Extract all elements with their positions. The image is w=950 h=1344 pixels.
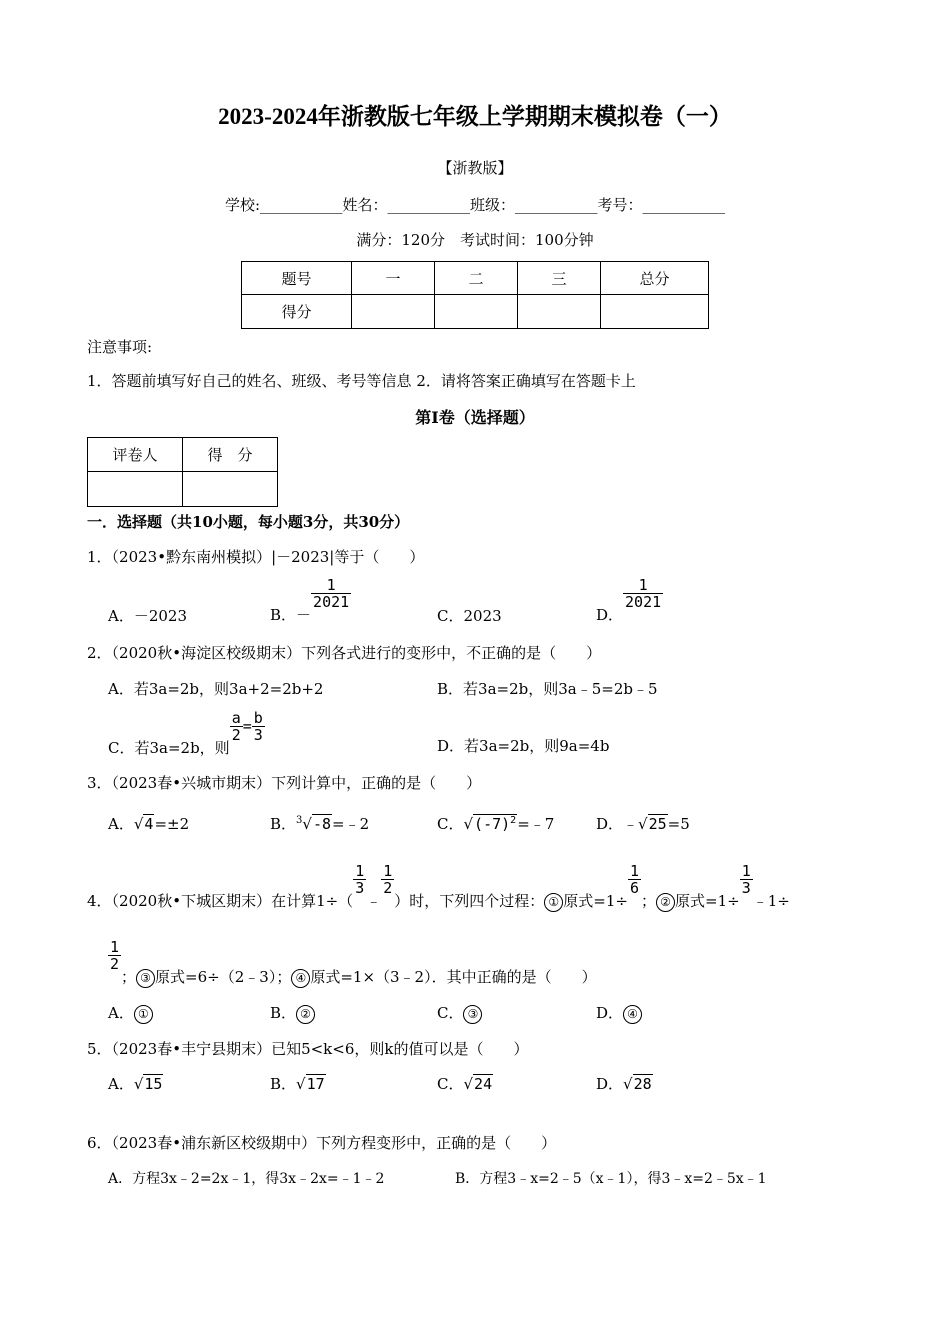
- q2-option-d: D．若3a=2b，则9a=4b: [437, 737, 610, 755]
- q3-option-d: [596, 813, 690, 834]
- q4-text: 原式=6÷（2﹣3）；: [155, 968, 292, 986]
- radicand: 24: [474, 1075, 493, 1093]
- score-header-cell: 三: [518, 262, 601, 295]
- numerator: b: [253, 709, 263, 727]
- sqrt-expr: √25: [638, 815, 667, 833]
- option-label: C．: [437, 1004, 464, 1022]
- radicand: 28: [633, 1075, 652, 1093]
- option-label: D．: [596, 606, 624, 624]
- numerator: a: [231, 709, 241, 727]
- q5-option-d: [596, 1073, 653, 1094]
- q4-stem-line1: [87, 864, 790, 912]
- denominator: 2: [231, 726, 241, 744]
- circled-number: ④: [291, 969, 310, 988]
- score-input-cell[interactable]: [435, 295, 518, 329]
- q3-option-c: [437, 813, 554, 834]
- score-header-cell: 总分: [601, 262, 709, 295]
- option-label: C．若3a=2b，则: [108, 739, 230, 757]
- minus-sign: －: [296, 606, 312, 624]
- option-label: D．: [596, 1004, 624, 1022]
- fraction: [628, 864, 641, 896]
- denominator: 2021: [313, 593, 350, 611]
- grader-header-cell: 得 分: [183, 438, 278, 472]
- q4-option-c: [437, 1002, 482, 1024]
- q5-stem: 5．（2023春•丰宁县期末）已知5<k<6，则k的值可以是（ ）: [87, 1040, 529, 1058]
- q4-stem-line2: [108, 940, 597, 988]
- option-label: A．: [108, 1004, 134, 1022]
- q4-option-b: [270, 1002, 315, 1024]
- q4-text: ；: [121, 968, 137, 986]
- numerator: 1: [355, 862, 365, 880]
- sqrt-expr: √24: [463, 1075, 493, 1093]
- sqrt-expr: √17: [296, 1075, 325, 1093]
- circled-number: ①: [134, 1005, 153, 1024]
- section1-title: 一．选择题（共10小题，每小题3分，共30分）: [87, 513, 410, 531]
- exam-meta: 满分：120分 考试时间：100分钟: [356, 231, 594, 249]
- minus-sign: ﹣: [623, 815, 639, 833]
- fraction: [353, 864, 366, 896]
- option-label: B．: [270, 1075, 297, 1093]
- fraction: [311, 578, 351, 610]
- q4-text: ；: [641, 892, 657, 910]
- q2-option-a: A．若3a=2b，则3a+2=2b+2: [108, 680, 324, 698]
- q6-option-b: B．方程3﹣x=2﹣5（x﹣1），得3﹣x=2﹣5x﹣1: [455, 1171, 767, 1187]
- denominator: 2021: [625, 593, 662, 611]
- notice-text: 1．答题前填写好自己的姓名、班级、考号等信息 2．请将答案正确填写在答题卡上: [87, 372, 636, 390]
- expr-rest: =5: [667, 815, 690, 833]
- option-label: B．: [270, 1004, 297, 1022]
- q4-text: ﹣1÷: [752, 892, 790, 910]
- option-label: B．: [270, 606, 297, 624]
- sqrt-expr: √15: [133, 1075, 163, 1093]
- q3-stem: 3．（2023春•兴城市期末）下列计算中，正确的是（ ）: [87, 774, 482, 792]
- q1-option-b: [270, 578, 351, 625]
- q4-text: ）时，下列四个过程：: [394, 892, 545, 910]
- q4-text: 原式=1÷: [563, 892, 628, 910]
- notice-title: 注意事项:: [87, 338, 153, 356]
- score-input-cell[interactable]: [518, 295, 601, 329]
- sqrt-expr: √-8: [302, 815, 332, 833]
- score-table: [241, 261, 709, 329]
- q4-option-d: [596, 1002, 642, 1024]
- grader-header-cell: 评卷人: [88, 438, 183, 472]
- denominator: 3: [741, 879, 751, 897]
- q4-text: 4．（2020秋•下城区期末）在计算1÷（: [87, 892, 354, 910]
- option-label: C．: [437, 1075, 464, 1093]
- q1-option-c: C．2023: [437, 607, 502, 625]
- numerator: 1: [638, 576, 648, 594]
- circled-number: ③: [136, 969, 155, 988]
- numerator: 1: [110, 938, 120, 956]
- q3-option-b: [270, 813, 369, 834]
- grader-input-cell[interactable]: [183, 472, 278, 507]
- part1-title: 第Ⅰ卷（选择题）: [415, 408, 535, 427]
- denominator: 3: [253, 726, 263, 744]
- fraction: [381, 864, 394, 896]
- option-label: A．: [108, 815, 134, 833]
- page-title: 2023-2024年浙教版七年级上学期期末模拟卷（一）: [218, 104, 732, 129]
- option-label: C．: [437, 815, 464, 833]
- exponent: 2: [510, 815, 517, 826]
- q5-option-b: [270, 1073, 326, 1094]
- radicand: 15: [144, 1075, 163, 1093]
- q1-option-d: [596, 578, 663, 625]
- circled-number: ②: [656, 893, 675, 912]
- q2-option-c: [108, 711, 265, 758]
- option-label: A．: [108, 1075, 134, 1093]
- q4-option-a: [108, 1002, 153, 1024]
- q4-text: 原式=1÷: [675, 892, 740, 910]
- equals-sign: =: [242, 717, 252, 735]
- q2-stem: 2．（2020秋•海淀区校级期末）下列各式进行的变形中，不正确的是（ ）: [87, 644, 602, 662]
- score-header-cell: 题号: [242, 262, 352, 295]
- fraction: [252, 711, 265, 743]
- q2-option-b: B．若3a=2b，则3a﹣5=2b﹣5: [437, 680, 658, 698]
- q4-text: 原式=1×（3﹣2）．其中正确的是（ ）: [310, 968, 597, 986]
- q1-option-a: A．－2023: [108, 607, 188, 625]
- option-label: D．: [596, 1075, 624, 1093]
- q6-option-a: A．方程3x﹣2=2x﹣1，得3x﹣2x=﹣1﹣2: [108, 1171, 385, 1187]
- numerator: 1: [741, 862, 751, 880]
- q1-stem: 1．（2023•黔东南州模拟）|－2023|等于（ ）: [87, 548, 425, 566]
- sqrt-expr: √4: [133, 815, 154, 833]
- radicand: 25: [648, 815, 667, 833]
- expr-rest: =﹣7: [517, 815, 555, 833]
- score-input-cell[interactable]: [601, 295, 709, 329]
- q6-stem: 6．（2023春•浦东新区校级期中）下列方程变形中，正确的是（ ）: [87, 1134, 557, 1152]
- denominator: 6: [629, 879, 639, 897]
- fraction: [740, 864, 753, 896]
- expr-rest: =﹣2: [332, 815, 370, 833]
- circled-number: ①: [544, 893, 563, 912]
- fraction: [623, 578, 663, 610]
- numerator: 1: [326, 576, 336, 594]
- q3-option-a: [108, 813, 189, 834]
- denominator: 2: [110, 955, 120, 973]
- grader-table: [87, 437, 278, 507]
- q5-option-a: [108, 1073, 163, 1094]
- denominator: 2: [383, 879, 393, 897]
- option-label: D．: [596, 815, 624, 833]
- circled-number: ②: [296, 1005, 315, 1024]
- radicand: 17: [306, 1075, 325, 1093]
- score-input-cell[interactable]: [352, 295, 435, 329]
- grader-input-cell[interactable]: [88, 472, 183, 507]
- q5-option-c: [437, 1073, 493, 1094]
- edition-label: 【浙教版】: [437, 159, 513, 177]
- numerator: 1: [383, 862, 393, 880]
- score-row-label: 得分: [242, 295, 352, 329]
- student-info-line: 学校:___________姓名：___________班级：___________考号：___________: [224, 196, 726, 214]
- radicand: 4: [144, 815, 154, 833]
- root-index: 3: [296, 815, 303, 826]
- sqrt-expr: $√(-7)^2$: [463, 815, 517, 833]
- circled-number: ③: [463, 1005, 482, 1024]
- fraction: [230, 711, 243, 743]
- expr-rest: =±2: [154, 815, 190, 833]
- score-header-cell: 二: [435, 262, 518, 295]
- minus-sign: ﹣: [366, 892, 382, 910]
- circled-number: ④: [623, 1005, 642, 1024]
- numerator: 1: [629, 862, 639, 880]
- sqrt-expr: √28: [623, 1075, 652, 1093]
- fraction: [108, 940, 121, 972]
- radicand: -8: [312, 815, 332, 833]
- score-header-cell: 一: [352, 262, 435, 295]
- option-label: B．: [270, 815, 297, 833]
- denominator: 3: [355, 879, 365, 897]
- radicand: [473, 814, 517, 833]
- radicand-base: (-7): [474, 815, 511, 833]
